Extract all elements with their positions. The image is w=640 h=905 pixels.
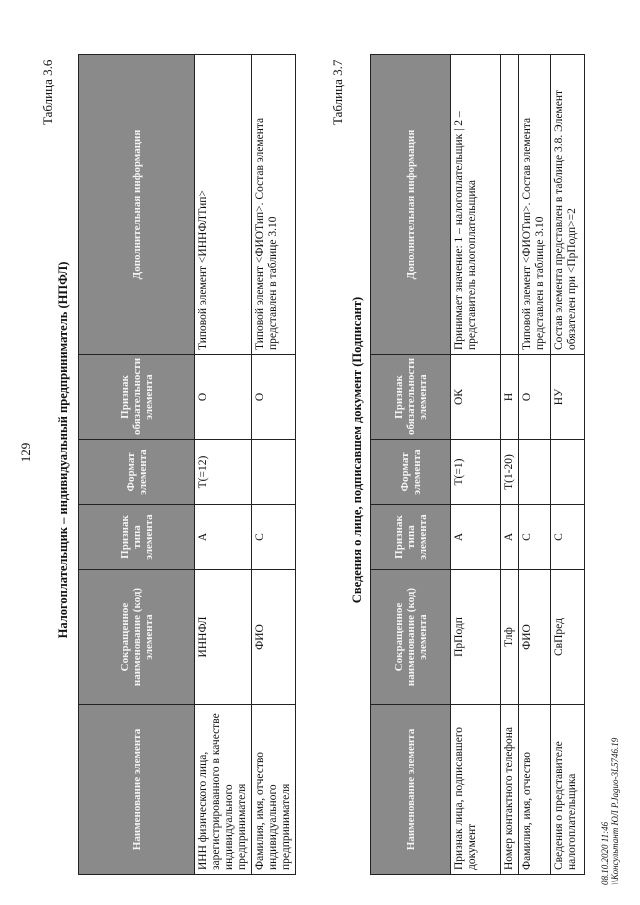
table-3-6-title: Налогоплательщик – индивидуальный предприниматель (НПФЛ) xyxy=(56,261,70,639)
table-3-6-label: Таблица 3.6 xyxy=(40,59,55,125)
table-cell xyxy=(501,55,519,355)
table-cell: Признак лица, подписавшего документ xyxy=(451,705,501,875)
table-3-6-header: Признак типа элемента xyxy=(79,505,195,570)
table-cell: Т(=12) xyxy=(195,440,252,505)
table-cell: НУ xyxy=(551,355,585,440)
table-cell: Фамилия, имя, отчество xyxy=(519,705,551,875)
table-3-6-header: Наименование элемента xyxy=(79,705,195,875)
table-row xyxy=(551,55,585,875)
table-cell: А xyxy=(451,505,501,570)
table-cell: Типовой элемент <ИННФЛТип> xyxy=(195,55,252,355)
table-cell: Н xyxy=(501,355,519,440)
table-3-6-header-row xyxy=(79,55,195,875)
table-cell: С xyxy=(252,505,296,570)
table-3-7-header: Признак обязательности элемента xyxy=(371,355,451,440)
table-3-6-header: Признак обязательности элемента xyxy=(79,355,195,440)
table-3-7-header: Формат элемента xyxy=(371,440,451,505)
table-cell: О xyxy=(252,355,296,440)
table-cell: А xyxy=(195,505,252,570)
table-cell: Сведения о представителе налогоплательщика xyxy=(551,705,585,875)
table-cell: Типовой элемент <ФИОТип>. Состав элемента представлен в таблице 3.10 xyxy=(252,55,296,355)
table-row xyxy=(451,55,501,875)
table-row xyxy=(252,55,296,875)
table-cell: Типовой элемент <ФИОТип>. Состав элемента представлен в таблице 3.10 xyxy=(519,55,551,355)
table-3-6 xyxy=(78,54,296,875)
table-cell: Принимает значение: 1 – налогоплательщик | 2 – представитель налогоплательщика xyxy=(451,55,501,355)
table-cell xyxy=(252,440,296,505)
footer-date: 08.10.2020 11:46 xyxy=(600,821,610,885)
table-cell: ОК xyxy=(451,355,501,440)
table-cell: ИННФЛ xyxy=(195,570,252,705)
table-cell: О xyxy=(195,355,252,440)
table-row xyxy=(195,55,252,875)
footer-source: \\Консультант ЮЛ P.Jaguo-3L5746.19 xyxy=(610,737,620,885)
table-cell: О xyxy=(519,355,551,440)
table-cell: Номер контактного телефона xyxy=(501,705,519,875)
table-cell: ПрПодп xyxy=(451,570,501,705)
footer-stamp xyxy=(600,738,620,885)
table-cell: А xyxy=(501,505,519,570)
table-row xyxy=(519,55,551,875)
table-cell: ФИО xyxy=(519,570,551,705)
table-3-7-header: Признак типа элемента xyxy=(371,505,451,570)
page-number: 129 xyxy=(18,442,33,463)
table-row xyxy=(501,55,519,875)
table-cell: Т(=1) xyxy=(451,440,501,505)
table-cell xyxy=(551,440,585,505)
table-cell xyxy=(519,440,551,505)
table-cell: Фамилия, имя, отчество индивидуального предпринимателя xyxy=(252,705,296,875)
table-cell: С xyxy=(519,505,551,570)
table-3-7-header: Дополнительная информация xyxy=(371,55,451,355)
table-3-6-header: Формат элемента xyxy=(79,440,195,505)
table-3-6-header: Сокращенное наименование (код) элемента xyxy=(79,570,195,705)
table-cell: Т(1-20) xyxy=(501,440,519,505)
table-cell: Состав элемента представлен в таблице 3.8. Элемент обязателен при <ПрПодп>=2 xyxy=(551,55,585,355)
table-3-7-label: Таблица 3.7 xyxy=(330,59,345,125)
table-cell: Тлф xyxy=(501,570,519,705)
table-cell: СвПред xyxy=(551,570,585,705)
table-3-7 xyxy=(370,54,585,875)
table-3-7-title: Сведения о лице, подписавшем документ (Подписант) xyxy=(350,296,364,604)
table-3-7-header: Сокращенное наименование (код) элемента xyxy=(371,570,451,705)
table-cell: С xyxy=(551,505,585,570)
table-cell: ИНН физического лица, зарегистрированного в качестве индивидуального предпринимателя xyxy=(195,705,252,875)
table-3-7-header-row xyxy=(371,55,451,875)
table-cell: ФИО xyxy=(252,570,296,705)
table-3-6-header: Дополнительная информация xyxy=(79,55,195,355)
table-3-7-header: Наименование элемента xyxy=(371,705,451,875)
